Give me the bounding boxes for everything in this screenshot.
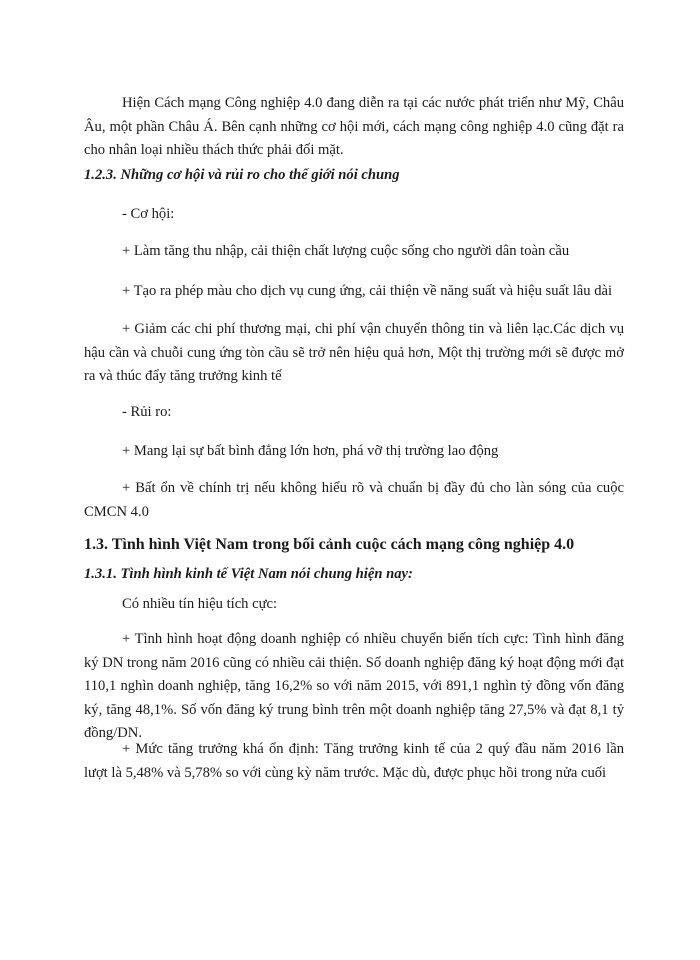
section-heading-1-3-1: 1.3.1. Tình hình kinh tế Việt Nam nói chung hiện nay: bbox=[84, 566, 413, 582]
opportunity-item-3: + Giảm các chi phí thương mại, chi phí vận chuyển thông tin và liên lạc.Các dịch vụ hậu cần và chuỗi cung ứng tòn cầu sẽ trở nên hiệu quả hơn, Một thị trường mới sẽ được mở ra và thúc đẩy tăng trưởng kinh tế bbox=[84, 321, 624, 384]
positive-signals-label: Có nhiều tín hiệu tích cực: bbox=[122, 596, 278, 612]
opportunity-item-1: + Làm tăng thu nhập, cải thiện chất lượng cuộc sống cho người dân toàn cầu bbox=[122, 243, 570, 259]
growth-paragraph: + Mức tăng trưởng khá ổn định: Tăng trưởng kinh tế của 2 quý đầu năm 2016 lần lượt là 5,48% và 5,78% so với cùng kỳ năm trước. Mặc dù, được phục hồi trong nửa cuối bbox=[84, 741, 624, 781]
opportunities-label: - Cơ hội: bbox=[122, 206, 175, 222]
section-heading-1-2-3: 1.2.3. Những cơ hội và rủi ro cho thế giới nói chung bbox=[84, 167, 400, 183]
risk-item-2: + Bất ổn về chính trị nếu không hiểu rõ và chuẩn bị đầy đủ cho làn sóng của cuộc CMCN 4.0 bbox=[84, 480, 624, 520]
risks-label: - Rủi ro: bbox=[122, 404, 172, 420]
opportunity-item-2: + Tạo ra phép màu cho dịch vụ cung ứng, cải thiện về năng suất và hiệu suất lâu dài bbox=[122, 283, 613, 299]
intro-paragraph: Hiện Cách mạng Công nghiệp 4.0 đang diễn ra tại các nước phát triển như Mỹ, Châu Âu, một phần Châu Á. Bên cạnh những cơ hội mới, cách mạng công nghiệp 4.0 cũng đặt ra cho nhân loại nhiều thách thức phải đối mặt. bbox=[84, 95, 624, 158]
section-heading-1-3: 1.3. Tình hình Việt Nam trong bối cảnh cuộc cách mạng công nghiệp 4.0 bbox=[84, 536, 575, 553]
enterprise-paragraph: + Tình hình hoạt động doanh nghiệp có nhiều chuyển biến tích cực: Tình hình đăng ký DN trong năm 2016 cũng có nhiều cải thiện. Số doanh nghiệp đăng ký hoạt động mới đạt 110,1 nghìn doanh nghiệp, tăng 16,2% so với năm 2015, với 891,1 nghìn tỷ đồng vốn đăng ký, tăng 48,1%. Số vốn đăng ký trung bình trên một doanh nghiệp tăng 27,5% và đạt 8,1 tỷ đồng/DN. bbox=[84, 631, 624, 741]
risk-item-1: + Mang lại sự bất bình đẳng lớn hơn, phá vỡ thị trường lao động bbox=[122, 443, 499, 459]
